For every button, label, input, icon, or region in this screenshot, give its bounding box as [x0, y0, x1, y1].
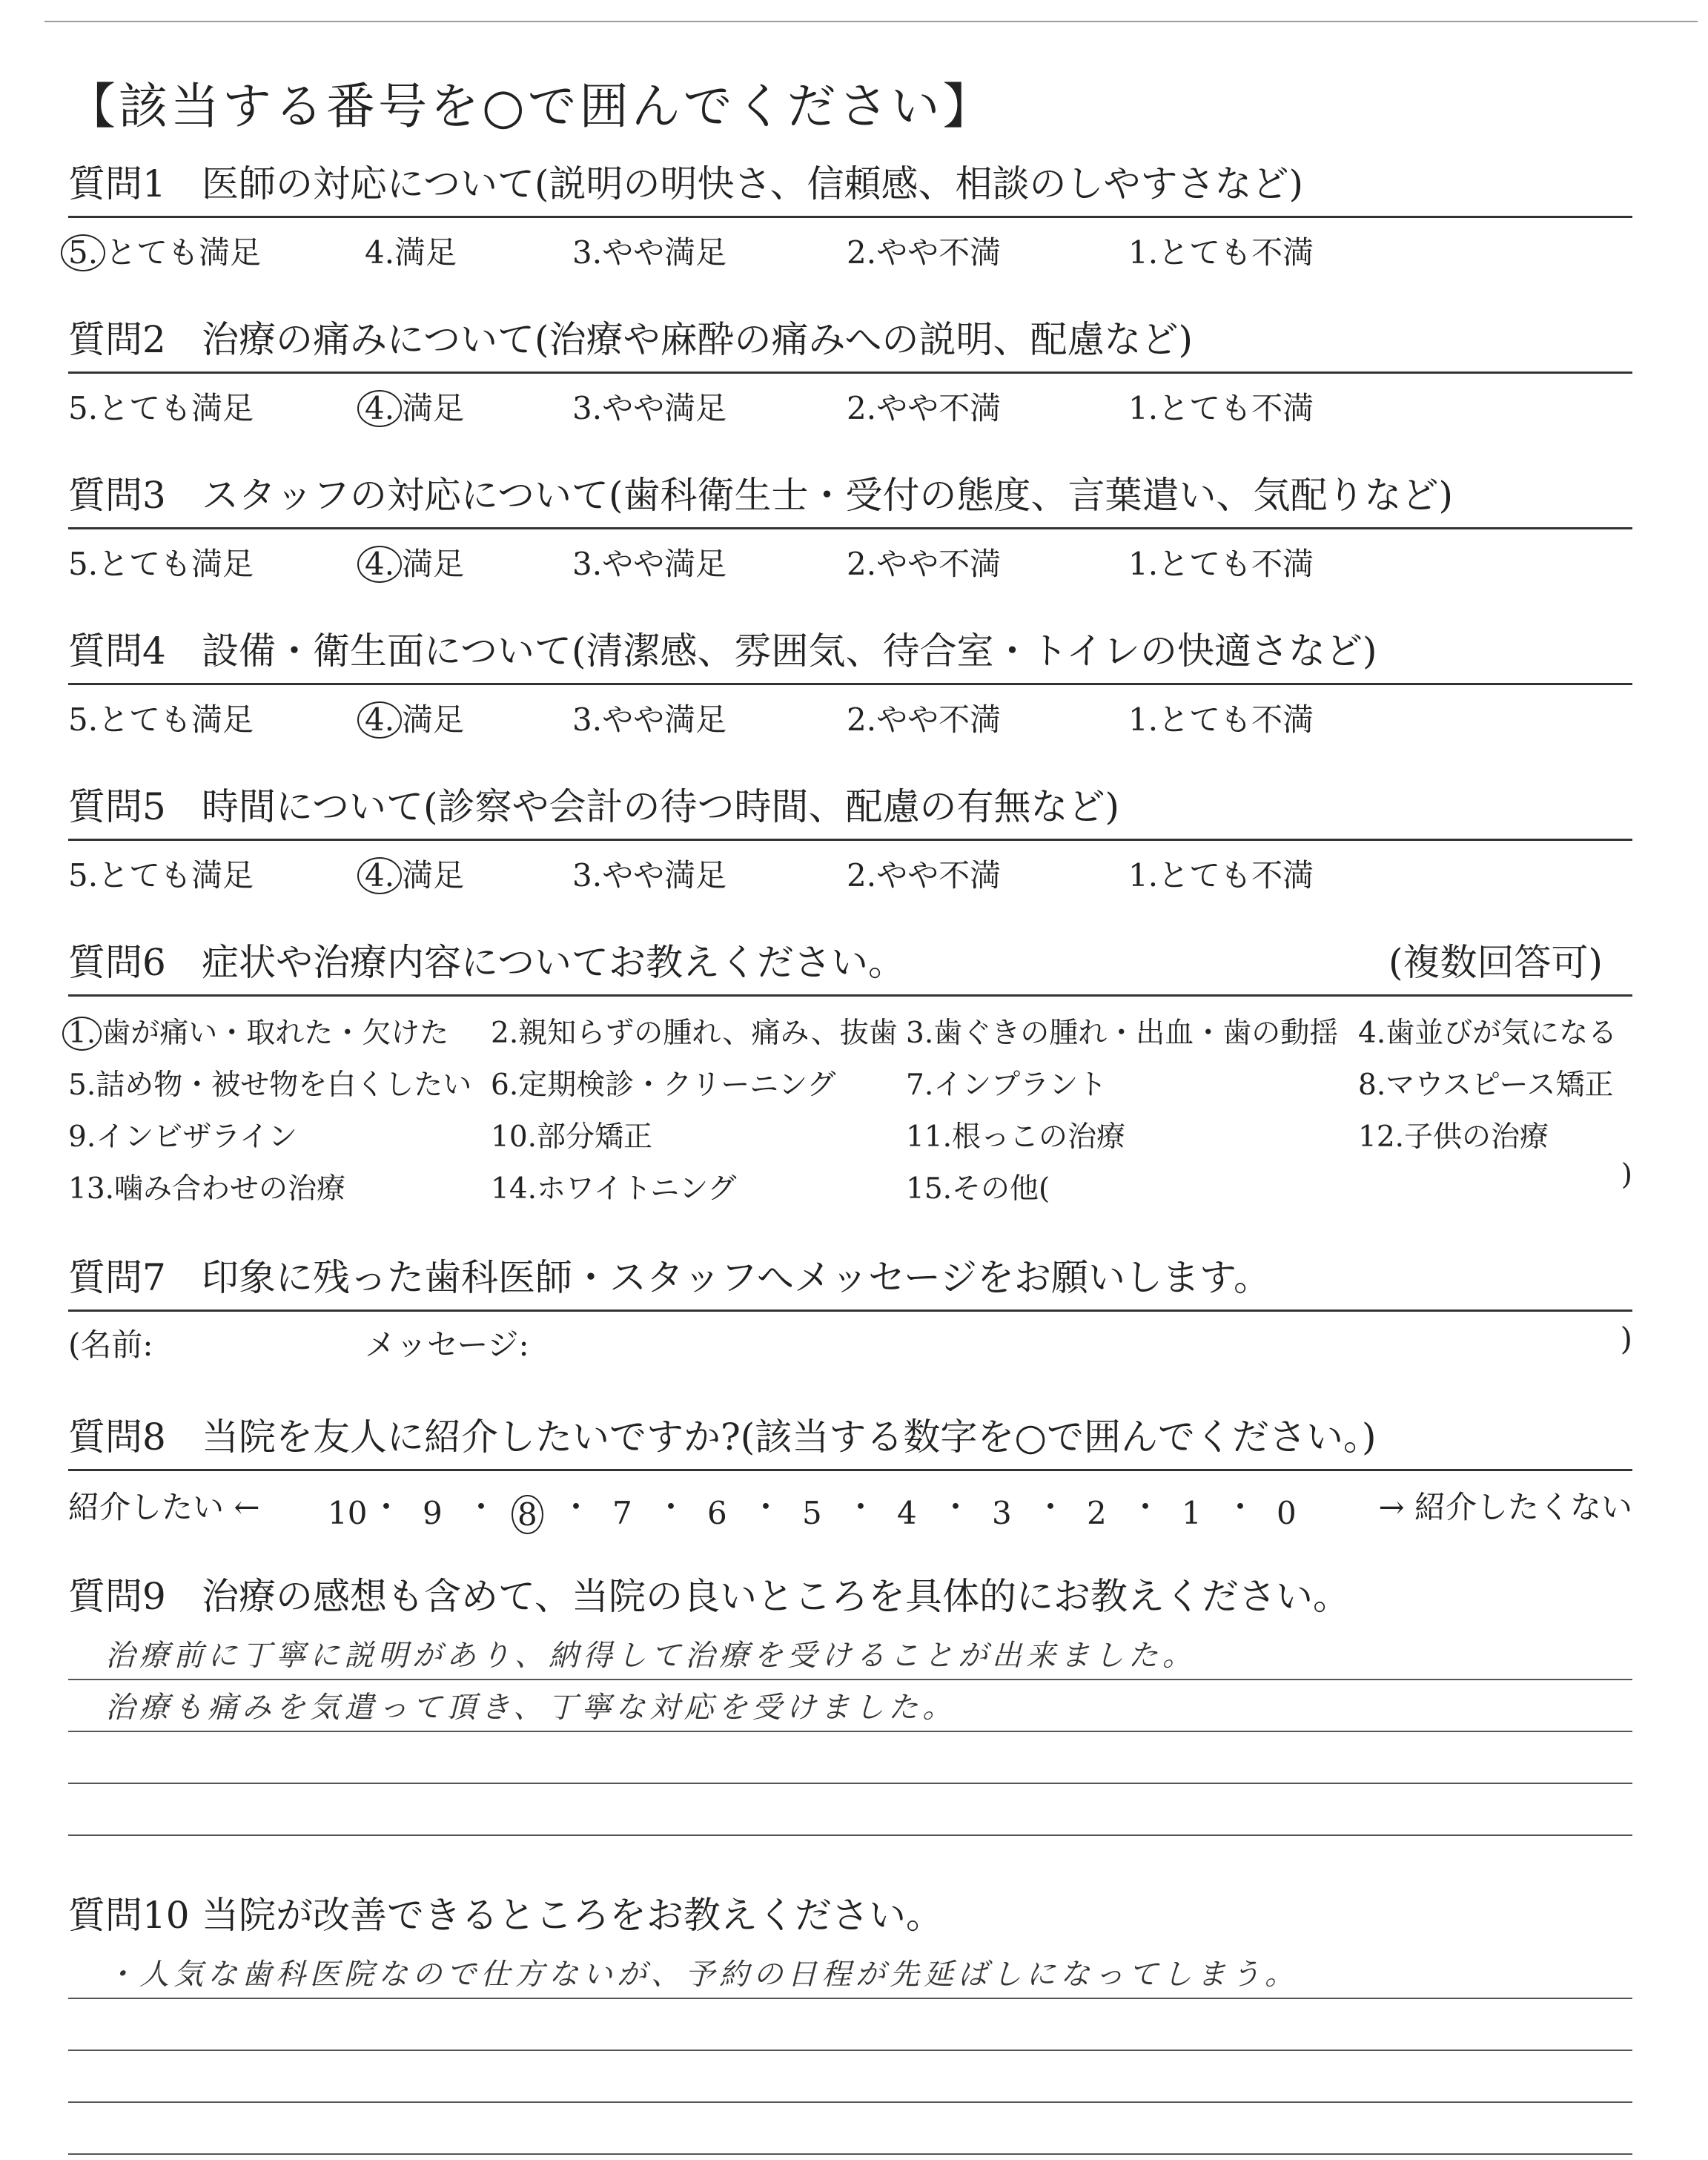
- option-label: やや不満: [876, 546, 1002, 582]
- scale-separator: ・: [371, 1489, 403, 1525]
- option-number: 9.: [68, 1120, 96, 1154]
- rating-option-selected[interactable]: [365, 851, 464, 896]
- answer-lines: [68, 1947, 1632, 2155]
- rating-option[interactable]: [1128, 696, 1314, 740]
- symptom-option[interactable]: [1358, 1062, 1614, 1103]
- close-paren: ): [1621, 1158, 1632, 1192]
- option-number: 15.: [906, 1172, 953, 1206]
- rating-option[interactable]: [572, 540, 726, 584]
- option-number: 5.: [68, 546, 99, 582]
- close-paren: ): [1620, 1321, 1632, 1357]
- option-number: 3.: [572, 701, 603, 738]
- scale-left-label: 紹介したい ←: [68, 1489, 260, 1525]
- scale-separator: ・: [845, 1489, 877, 1525]
- option-label: やや満足: [602, 546, 727, 582]
- option-number: 5.: [68, 1069, 96, 1102]
- answer-line[interactable]: [68, 1732, 1632, 1784]
- scale-separator: ・: [940, 1489, 972, 1525]
- option-number: 8.: [1358, 1069, 1386, 1102]
- rating-option[interactable]: [68, 696, 254, 740]
- scale-separator: ・: [1035, 1489, 1067, 1525]
- option-label: インビザライン: [96, 1120, 298, 1154]
- rating-option[interactable]: [68, 384, 254, 429]
- option-label: 満足: [402, 546, 465, 582]
- scale-right-label: → 紹介したくない: [1378, 1489, 1632, 1525]
- option-number: 1.: [1128, 234, 1159, 271]
- option-label: やや満足: [602, 234, 727, 271]
- option-label: 部分矯正: [537, 1120, 653, 1154]
- name-label: (名前:: [68, 1327, 153, 1363]
- symptom-option[interactable]: [906, 1010, 1338, 1051]
- option-label: 満足: [402, 857, 465, 894]
- question-3: [68, 463, 1632, 581]
- option-number: 4.: [357, 701, 402, 739]
- option-label: 歯が痛い・取れた・欠けた: [102, 1017, 449, 1050]
- option-label: とても満足: [98, 857, 254, 894]
- option-number: 1.: [62, 1017, 102, 1051]
- rating-option[interactable]: [365, 228, 457, 273]
- option-number: 14.: [491, 1172, 537, 1206]
- option-label: 根っこの治療: [952, 1120, 1126, 1154]
- option-number: 7.: [906, 1069, 934, 1102]
- question-number: 質問10: [68, 1894, 190, 1937]
- option-label: やや満足: [602, 390, 727, 426]
- rating-option[interactable]: [1128, 384, 1314, 429]
- option-label: 満足: [394, 234, 457, 271]
- symptom-option[interactable]: [1358, 1114, 1549, 1155]
- option-number: 3.: [906, 1017, 934, 1050]
- question-title: 設備・衛生面について(清潔感、雰囲気、待合室・トイレの快適さなど): [202, 630, 1377, 673]
- rating-option[interactable]: [847, 540, 1001, 584]
- question-title: 治療の痛みについて(治療や麻酔の痛みへの説明、配慮など): [202, 318, 1194, 361]
- option-number: 2.: [847, 546, 877, 582]
- symptom-option[interactable]: [491, 1062, 835, 1103]
- question-number: 質問2: [68, 318, 166, 361]
- rating-option-selected[interactable]: [68, 228, 261, 273]
- option-label: やや不満: [876, 234, 1002, 271]
- top-rule: [44, 21, 1698, 22]
- rating-option[interactable]: [572, 228, 726, 273]
- option-label: とても不満: [1158, 390, 1314, 426]
- option-label: とても不満: [1158, 234, 1314, 271]
- option-label: 歯並びが気になる: [1386, 1017, 1618, 1050]
- scale-separator: ・: [466, 1489, 497, 1525]
- question-9: [68, 1565, 1632, 1836]
- option-number: 1.: [1128, 546, 1159, 582]
- option-label: 満足: [402, 390, 465, 426]
- option-label: やや不満: [876, 857, 1002, 894]
- rating-option[interactable]: [847, 228, 1001, 273]
- option-number: 11.: [906, 1120, 953, 1154]
- symptom-option[interactable]: [906, 1114, 1125, 1155]
- option-number: 1.: [1128, 701, 1159, 738]
- scale-separator: ・: [750, 1489, 782, 1525]
- question-1: [68, 152, 1632, 270]
- question-title: 症状や治療内容についてお教えください。: [202, 941, 905, 984]
- option-label: とても満足: [98, 701, 254, 738]
- option-number: 3.: [572, 390, 603, 426]
- option-label: 詰め物・被せ物を白くしたい: [96, 1069, 472, 1102]
- rating-options: [68, 841, 1632, 893]
- question-number: 質問6: [68, 941, 166, 984]
- rating-options: [68, 374, 1632, 426]
- question-4: [68, 619, 1632, 737]
- rating-option[interactable]: [1128, 540, 1314, 584]
- option-number: 12.: [1358, 1120, 1405, 1154]
- option-number: 4.: [357, 390, 402, 427]
- rating-option[interactable]: [1128, 851, 1314, 896]
- option-label: 子供の治療: [1404, 1120, 1549, 1154]
- symptom-option[interactable]: [68, 1062, 471, 1103]
- option-label: ホワイトニング: [537, 1172, 737, 1206]
- rating-option[interactable]: [572, 384, 726, 429]
- question-10: [68, 1883, 1632, 2155]
- question-5: [68, 775, 1632, 893]
- option-number: 2.: [847, 234, 877, 271]
- option-number: 2.: [491, 1017, 519, 1050]
- scale-separator: ・: [560, 1489, 592, 1525]
- rating-option[interactable]: [68, 540, 254, 584]
- rating-option-selected[interactable]: [365, 384, 464, 429]
- handwritten-text: 治療前に丁寧に説明があり、納得して治療を受けることが出来ました。: [105, 1639, 1196, 1673]
- symptom-option[interactable]: [906, 1062, 1107, 1103]
- option-number: 1.: [1128, 390, 1159, 426]
- rating-option-selected[interactable]: [365, 540, 464, 584]
- answer-line[interactable]: [68, 1784, 1632, 1836]
- handwritten-text: ・人気な歯科医院なので仕方ないが、予約の日程が先延ばしになってしまう。: [105, 1958, 1299, 1992]
- question-title: 印象に残った歯科医師・スタッフへメッセージをお願いします。: [202, 1256, 1271, 1299]
- option-number: 4.: [357, 546, 402, 583]
- option-label: 定期検診・クリーニング: [518, 1069, 836, 1102]
- message-label[interactable]: メッセージ:: [365, 1327, 529, 1363]
- option-number: 2.: [847, 701, 877, 738]
- option-label: やや満足: [602, 701, 727, 738]
- option-label: 噛み合わせの治療: [114, 1172, 346, 1206]
- option-label: やや満足: [602, 857, 727, 894]
- answer-line[interactable]: [68, 1999, 1632, 2051]
- rating-option[interactable]: [1128, 228, 1314, 273]
- page-title: 【該当する番号を○で囲んでください】: [67, 78, 995, 135]
- multi-answer-note: (複数回答可): [1388, 941, 1603, 984]
- option-number: 2.: [847, 857, 877, 894]
- rating-options: [68, 529, 1632, 581]
- question-title: 医師の対応について(説明の明快さ、信頼感、相談のしやすさなど): [202, 162, 1304, 205]
- option-label: とても不満: [1158, 857, 1314, 894]
- question-number: 質問9: [68, 1575, 166, 1618]
- recommend-scale: 紹介したい ← → 紹介したくない 10 ・ 9 ・ 8 ・ 7 ・ 6 ・ 5 ・ 4 ・ 3 ・ 2 ・ 1 ・ 0: [68, 1471, 1632, 1530]
- rating-option[interactable]: [847, 696, 1001, 740]
- symptom-option[interactable]: [491, 1166, 737, 1207]
- option-label: やや不満: [876, 390, 1002, 426]
- scale-separator: ・: [1130, 1489, 1162, 1525]
- option-number: 5.: [68, 390, 99, 426]
- symptom-option[interactable]: [68, 1114, 297, 1155]
- option-label: マウスピース矯正: [1386, 1069, 1614, 1102]
- option-number: 5.: [68, 701, 99, 738]
- option-label: とても不満: [1158, 701, 1314, 738]
- option-number: 4.: [357, 857, 402, 894]
- option-number: 10.: [491, 1120, 537, 1154]
- question-2: [68, 308, 1632, 426]
- option-number: 6.: [491, 1069, 519, 1102]
- rating-option[interactable]: [572, 696, 726, 740]
- question-title: 当院が改善できるところをお教えください。: [202, 1894, 943, 1937]
- rating-option[interactable]: [68, 851, 254, 896]
- option-number: 5.: [61, 234, 105, 271]
- symptom-option[interactable]: [491, 1114, 652, 1155]
- handwritten-text: 治療も痛みを気遣って頂き、丁寧な対応を受けました。: [105, 1691, 957, 1725]
- question-title: 治療の感想も含めて、当院の良いところを具体的にお教えください。: [202, 1575, 1350, 1618]
- question-number: 質問7: [68, 1256, 166, 1299]
- question-number: 質問1: [68, 162, 166, 205]
- option-number: 13.: [68, 1172, 115, 1206]
- question-number: 質問3: [68, 474, 166, 517]
- answer-lines: [68, 1628, 1632, 1836]
- option-label: とても満足: [98, 390, 254, 426]
- answer-line[interactable]: [68, 2103, 1632, 2155]
- answer-line[interactable]: [68, 1947, 1632, 1999]
- answer-line[interactable]: [68, 2051, 1632, 2103]
- rating-option[interactable]: [847, 851, 1001, 896]
- rating-options: [68, 218, 1632, 270]
- scale-separator: ・: [1225, 1489, 1257, 1525]
- question-title: スタッフの対応について(歯科衛生士・受付の態度、言葉遣い、気配りなど): [202, 474, 1454, 517]
- option-label: とても満足: [105, 234, 262, 271]
- scale-separator: ・: [655, 1489, 687, 1525]
- symptom-option[interactable]: [68, 1166, 345, 1207]
- rating-option-selected[interactable]: [365, 696, 464, 740]
- option-number: 3.: [572, 546, 603, 582]
- option-number: 1.: [1128, 857, 1159, 894]
- option-label: とても満足: [98, 546, 254, 582]
- option-label: とても不満: [1158, 546, 1314, 582]
- question-number: 質問5: [68, 785, 166, 828]
- question-number: 質問4: [68, 630, 166, 673]
- symptom-option-selected[interactable]: [68, 1010, 448, 1051]
- option-label: 親知らずの腫れ、痛み、抜歯: [518, 1017, 898, 1050]
- option-number: 3.: [572, 234, 603, 271]
- symptom-options: [68, 997, 1632, 1212]
- symptom-option[interactable]: [491, 1010, 898, 1051]
- option-label: やや不満: [876, 701, 1002, 738]
- option-number: 2.: [847, 390, 877, 426]
- question-6: [68, 931, 1632, 1212]
- option-number: 4.: [365, 234, 395, 271]
- symptom-option[interactable]: [1358, 1010, 1617, 1051]
- answer-line[interactable]: [68, 1628, 1632, 1680]
- answer-line[interactable]: [68, 1680, 1632, 1732]
- question-title: 当院を友人に紹介したいですか?(該当する数字を○で囲んでください。): [202, 1416, 1377, 1459]
- symptom-option[interactable]: [906, 1166, 1050, 1207]
- question-title: 時間について(診察や会計の待つ時間、配慮の有無など): [202, 785, 1120, 828]
- option-label: 満足: [402, 701, 465, 738]
- question-8: [68, 1405, 1632, 1533]
- option-number: 3.: [572, 857, 603, 894]
- rating-option[interactable]: [847, 384, 1001, 429]
- option-number: 4.: [1358, 1017, 1386, 1050]
- rating-options: [68, 685, 1632, 737]
- option-label: インプラント: [933, 1069, 1108, 1102]
- question-number: 質問8: [68, 1416, 166, 1459]
- option-label: 歯ぐきの腫れ・出血・歯の動揺: [933, 1017, 1339, 1050]
- rating-option[interactable]: [572, 851, 726, 896]
- question-7: [68, 1246, 1632, 1364]
- option-number: 5.: [68, 857, 99, 894]
- option-label: その他(: [952, 1172, 1050, 1206]
